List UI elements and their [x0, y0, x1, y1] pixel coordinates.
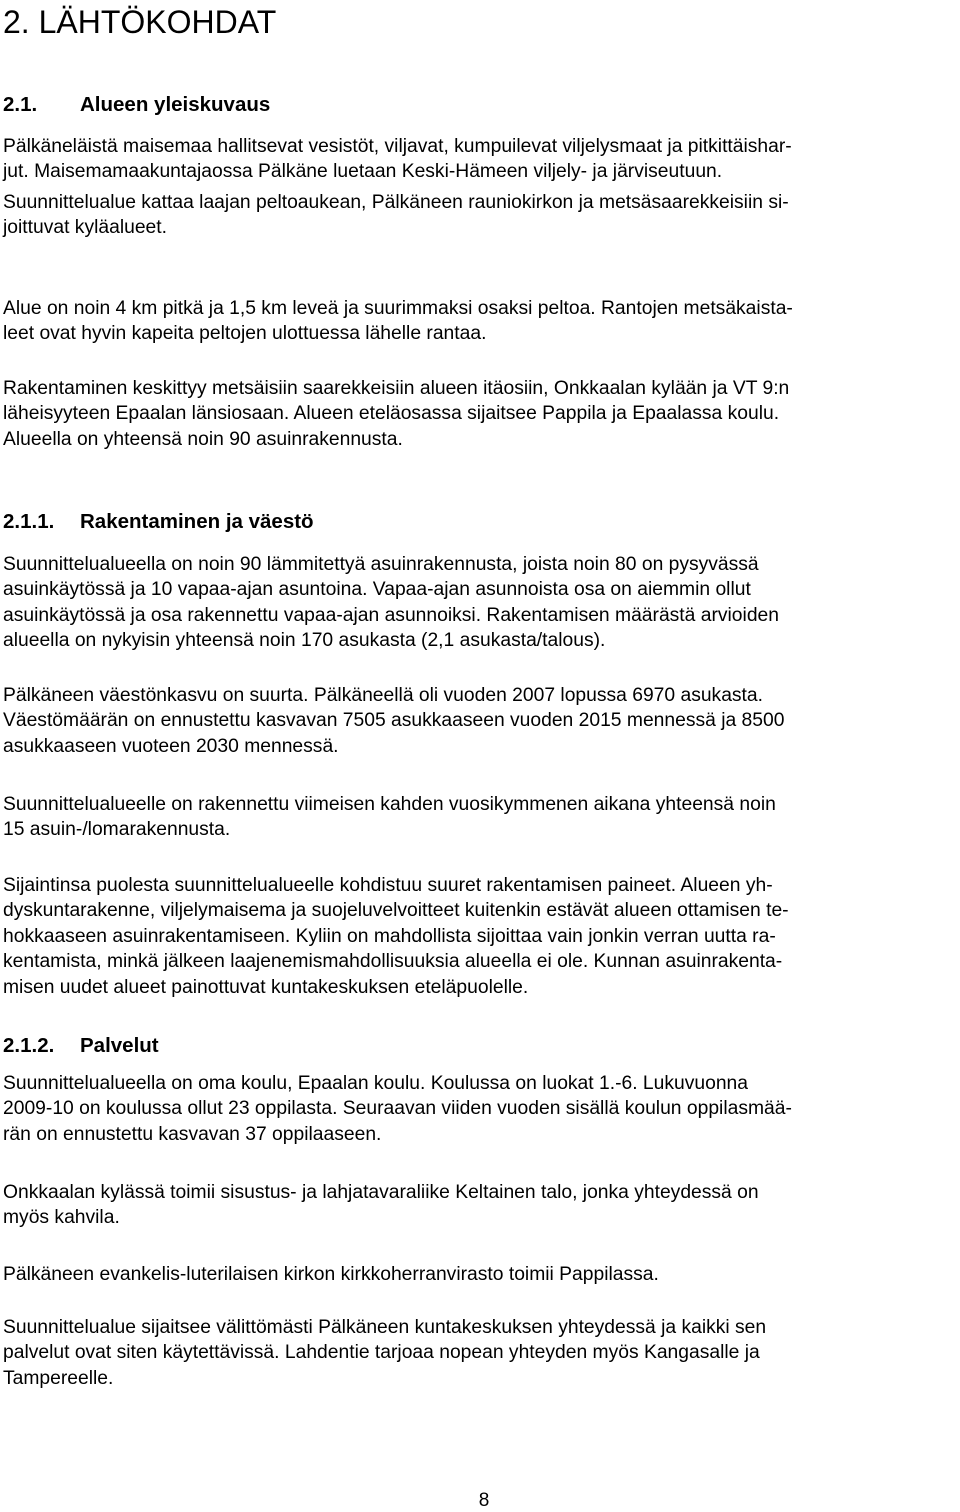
text-line: asuinkäytössä ja 10 vapaa-ajan asuntoina. Vapaa-ajan asunnoista osa on aiemmin ollut — [3, 579, 751, 601]
text-line: Tampereelle. — [3, 1367, 114, 1389]
text-line: Suunnittelualueella on oma koulu, Epaalan koulu. Koulussa on luokat 1.-6. Lukuvuonna — [3, 1073, 749, 1094]
section-heading-palvelut — [3, 1032, 159, 1060]
text-line: jut. Maisemamaakuntajaossa Pälkäne luetaan Keski-Hämeen viljely- ja järviseutuun. — [3, 161, 723, 183]
text-line: Suunnittelualueella on noin 90 lämmitettyä asuinrakennusta, joista noin 80 on pysyvässä — [3, 554, 759, 575]
text-line: Alue on noin 4 km pitkä ja 1,5 km leveä ja suurimmaksi osaksi peltoa. Rantojen metsäkaista- — [3, 298, 793, 319]
text-line: rän on ennustettu kasvavan 37 oppilaaseen. — [3, 1123, 382, 1145]
paragraph — [3, 792, 957, 843]
paragraph — [3, 376, 957, 452]
section-heading-rakentaminen — [3, 508, 314, 536]
page-number: 8 — [478, 1490, 490, 1511]
text-line: alueella on nykyisin yhteensä noin 170 asukasta (2,1 asukasta/talous). — [3, 630, 606, 652]
paragraph — [3, 1071, 957, 1147]
section-number: 2.1.2. — [3, 1034, 55, 1057]
text-line: asukkaaseen vuoteen 2030 mennessä. — [3, 735, 339, 757]
section-heading-yleiskuvaus — [3, 91, 270, 119]
text-line: Rakentaminen keskittyy metsäisiin saarekkeisiin alueen itäosiin, Onkkaalan kylään ja VT 9:n — [3, 378, 790, 399]
text-line: Pälkäneen väestönkasvu on suurta. Pälkäneellä oli vuoden 2007 lopussa 6970 asukasta. — [3, 685, 763, 706]
text-line: Alueella on yhteensä noin 90 asuinrakennusta. — [3, 428, 403, 450]
paragraph — [3, 683, 957, 759]
text-line: läheisyyteen Epaalan länsiosaan. Alueen eteläosassa sijaitsee Pappila ja Epaalassa koulu. — [3, 403, 780, 425]
text-line: Suunnittelualue kattaa laajan peltoaukean, Pälkäneen rauniokirkon ja metsäsaarekkeisiin si- — [3, 192, 789, 213]
section-number: 2.1. — [3, 93, 38, 116]
paragraph — [3, 296, 957, 347]
text-line: Suunnittelualue sijaitsee välittömästi Pälkäneen kuntakeskuksen yhteydessä ja kaikki sen — [3, 1317, 767, 1338]
section-title: Palvelut — [80, 1034, 159, 1057]
text-line: myös kahvila. — [3, 1207, 120, 1229]
paragraph — [3, 873, 957, 1000]
text-line: palvelut ovat siten käytettävissä. Lahdentie tarjoaa nopean yhteyden myös Kangasalle ja — [3, 1342, 760, 1364]
paragraph — [3, 190, 957, 241]
paragraph — [3, 552, 957, 654]
text-line: Onkkaalan kylässä toimii sisustus- ja lahjatavaraliike Keltainen talo, jonka yhteydessä on — [3, 1182, 759, 1203]
text-line: joittuvat kyläalueet. — [3, 217, 167, 239]
text-line: leet ovat hyvin kapeita peltojen ulottuessa lähelle rantaa. — [3, 323, 487, 345]
paragraph — [3, 1180, 957, 1231]
text-line: Väestömäärän on ennustettu kasvavan 7505 asukkaaseen vuoden 2015 mennessä ja 8500 — [3, 710, 785, 732]
text-line: Pälkäneen evankelis-luterilaisen kirkon kirkkoherranvirasto toimii Pappilassa. — [3, 1264, 659, 1285]
section-title: Alueen yleiskuvaus — [80, 93, 271, 116]
text-line: misen uudet alueet painottuvat kuntakeskuksen eteläpuolelle. — [3, 976, 529, 998]
section-title: Rakentaminen ja väestö — [80, 510, 314, 533]
text-line: Pälkäneläistä maisemaa hallitsevat vesistöt, viljavat, kumpuilevat viljelysmaat ja pitkittäishar- — [3, 136, 792, 157]
text-line: 2009-10 on koulussa ollut 23 oppilasta. Seuraavan viiden vuoden sisällä koulun oppilasmää- — [3, 1098, 792, 1120]
text-line: asuinkäytössä ja osa rakennettu vapaa-ajan asunnoiksi. Rakentamisen määrästä arvioiden — [3, 604, 779, 626]
text-line: hokkaaseen asuinrakentamiseen. Kyliin on mahdollista sijoittaa vain jonkin verran uutta ra- — [3, 925, 776, 947]
paragraph — [3, 134, 957, 185]
text-line: Sijaintinsa puolesta suunnittelualueelle kohdistuu suuret rakentamisen paineet. Alueen yh- — [3, 875, 773, 896]
paragraph — [3, 1262, 957, 1287]
section-number: 2.1.1. — [3, 510, 55, 533]
text-line: dyskuntarakenne, viljelymaisema ja suojeluvelvoitteet kuitenkin estävät alueen ottamisen te- — [3, 900, 789, 922]
chapter-heading: 2. LÄHTÖKOHDAT — [3, 4, 277, 40]
text-line: kentamista, minkä jälkeen laajenemismahdollisuuksia alueella ei ole. Kunnan asuinrakenta- — [3, 951, 783, 973]
text-line: 15 asuin-/lomarakennusta. — [3, 819, 231, 841]
paragraph — [3, 1315, 957, 1391]
text-line: Suunnittelualueelle on rakennettu viimeisen kahden vuosikymmenen aikana yhteensä noin — [3, 794, 776, 815]
